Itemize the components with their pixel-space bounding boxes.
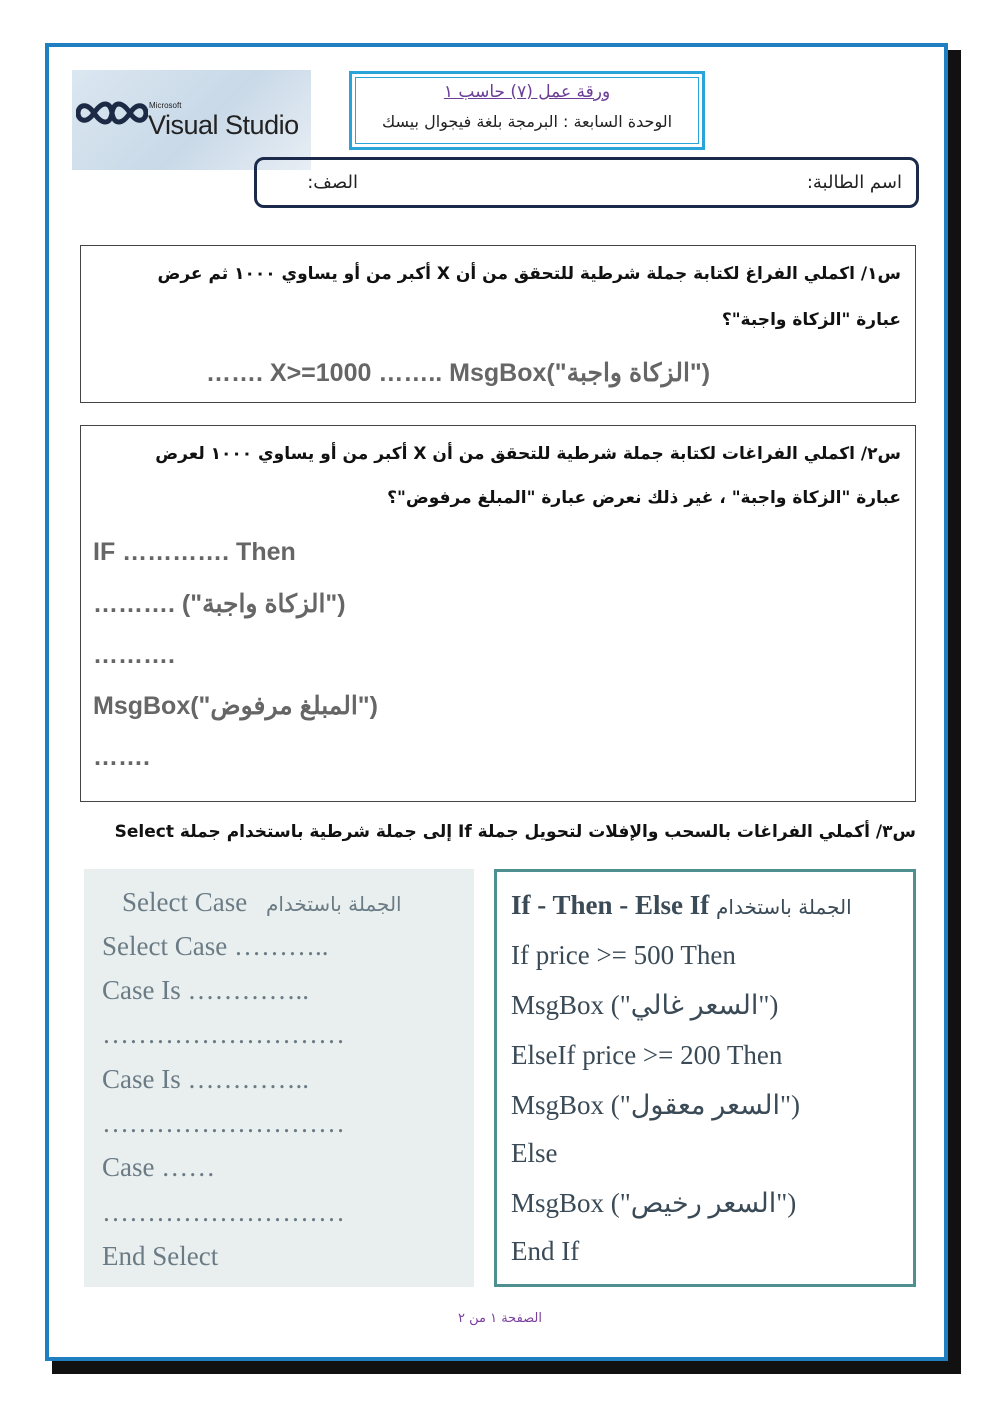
if-panel-heading-ar: الجملة باستخدام [716,895,852,919]
if-panel-heading-en: If - Then - Else If [511,890,710,920]
if-then-else-panel [494,869,916,1287]
select-drop-line[interactable]: ……………………… [102,1197,345,1227]
student-name-label: اسم الطالبة: [806,172,902,193]
if-code-line: MsgBox ("السعر رخيص") [511,1188,797,1218]
select-panel-heading [122,887,402,918]
infinity-logo-icon [76,98,148,128]
question-1-code: ……. X>=1000 …….. MsgBox("الزكاة واجبة") [206,359,711,387]
logo-microsoft-text: Microsoft [149,101,182,110]
worksheet-subtitle: الوحدة السابعة : البرمجة بلغة فيجوال بيسك [381,112,673,131]
select-panel-heading-ar: الجملة باستخدام [265,892,402,916]
question-2-code-line: MsgBox("المبلغ مرفوض") [93,692,378,720]
if-code-line: If price >= 500 Then [511,940,736,970]
select-drop-line[interactable]: Case Is ………….. [102,975,309,1005]
if-code-line: MsgBox ("السعر معقول") [511,1090,801,1120]
page-number: الصفحة ١ من ٢ [457,1311,542,1326]
question-2-line-2: عبارة "الزكاة واجبة" ، غير ذلك نعرض عبارة "المبلغ مرفوض"؟ [387,488,901,508]
select-drop-line[interactable]: ……………………… [102,1108,345,1138]
select-panel-heading-en: Select Case [122,887,248,917]
student-info-box [254,157,919,208]
title-box [349,71,705,150]
question-1-line-1: س١/ اكملي الفراغ لكتابة جملة شرطية للتحقق من أن X أكبر من أو يساوي ١٠٠٠ ثم عرض [157,264,901,284]
class-label: الصف: [307,172,358,193]
select-drop-line[interactable]: ……………………… [102,1019,345,1049]
question-2-box [80,425,916,802]
select-case-panel [84,869,474,1287]
if-code-line: End If [511,1236,580,1266]
question-2-code-line: ………. ("الزكاة واجبة") [93,590,346,618]
if-code-line: Else [511,1138,558,1168]
question-1-box [80,245,916,403]
worksheet-title: ورقة عمل (٧) حاسب ١ [443,82,611,102]
question-2-code-line: IF …………. Then [93,538,296,566]
question-2-line-1: س٢/ اكملي الفراغات لكتابة جملة شرطية للتحقق من أن X أكبر من أو يساوي ١٠٠٠ لعرض [155,444,901,464]
visual-studio-logo [72,70,311,170]
select-end-line: End Select [102,1241,219,1271]
if-code-line: MsgBox ("السعر غالي") [511,990,779,1020]
select-drop-line[interactable]: Case …… [102,1152,216,1182]
question-2-code-line: ……. [93,743,150,771]
question-1-line-2: عبارة "الزكاة واجبة"؟ [721,310,901,330]
select-drop-line[interactable]: Select Case ……….. [102,931,329,961]
question-2-code-line: ………. [93,641,175,669]
if-panel-heading [511,890,852,921]
if-code-line: ElseIf price >= 200 Then [511,1040,783,1070]
question-3-instruction: س٣/ أكملي الفراغات بالسحب والإفلات لتحويل جملة If إلى جملة شرطية باستخدام جملة Select [114,822,916,842]
select-drop-line[interactable]: Case Is ………….. [102,1064,309,1094]
logo-brand-text: Visual Studio [148,110,299,140]
